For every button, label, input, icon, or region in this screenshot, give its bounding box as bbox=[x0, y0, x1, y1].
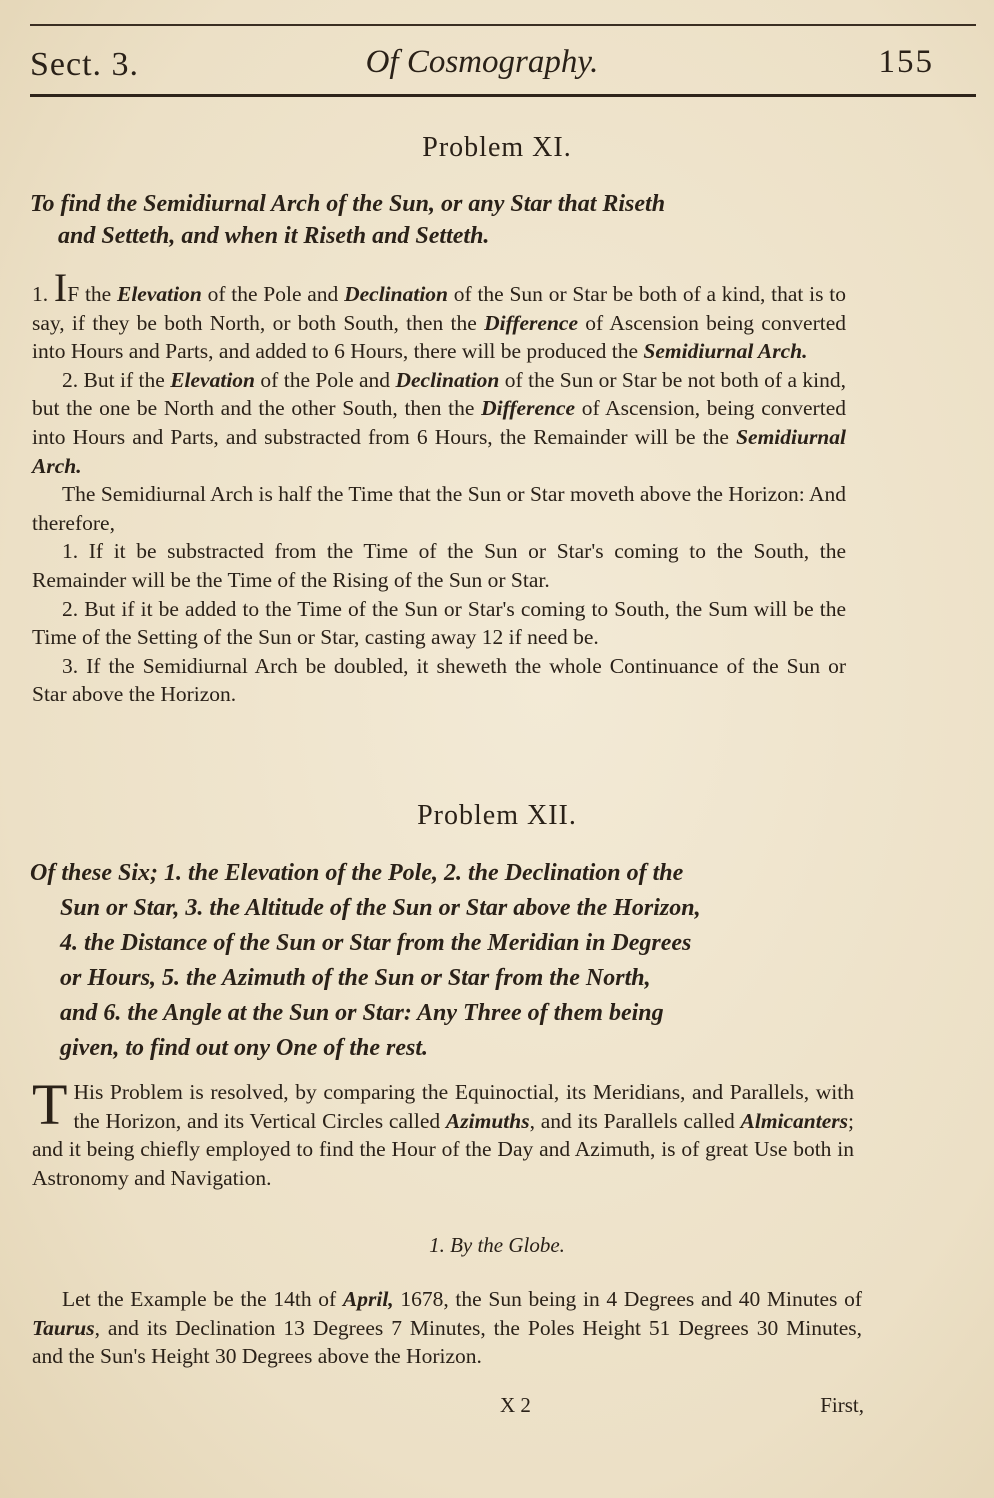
problem-11-para-1: 1. IF the Elevation of the Pole and Declination of the Sun or Star be both of a kind, that is to say, if they be both North, or both South, then the Difference of Ascension being converted into Hours and Parts, and added to 6 Hours, there will be produced the Semidiurnal Arch. bbox=[32, 265, 846, 364]
problem-11-para-3: The Semidiurnal Arch is half the Time that the Sun or Star moveth above the Horizon: And therefore, bbox=[32, 482, 846, 535]
running-head bbox=[30, 40, 934, 84]
header-bottom-rule bbox=[30, 94, 976, 97]
para-number: 1. bbox=[32, 282, 49, 306]
problem-12-statement bbox=[30, 856, 854, 1066]
problem-12-statement-line6: given, to find out ony One of the rest. bbox=[60, 1035, 429, 1061]
method-heading: 1. By the Globe. bbox=[429, 1233, 565, 1257]
problem-12-para-1: T His Problem is resolved, by comparing the Equinoctial, its Meridians, and Parallels, with the Horizon, and its Vertical Circles called Azimuths, and its Parallels called Almicanters; and it being chiefly employed to find the Hour of the Day and Azimuth, is of great Use both in Astronomy and Navigation. bbox=[32, 1072, 854, 1190]
problem-11-body bbox=[32, 265, 847, 709]
problem-11-para-4: 1. If it be substracted from the Time of the Sun or Star's coming to the South, the Remainder will be the Time of the Rising of the Sun or Star. bbox=[32, 539, 846, 592]
section-label: Sect. 3. bbox=[30, 46, 140, 83]
problem-12-statement-line1: Of these Six; 1. the Elevation of the Pole, 2. the Declination of the bbox=[30, 860, 684, 886]
page-number: 155 bbox=[878, 44, 934, 80]
problem-12-heading: Problem XII. bbox=[417, 800, 577, 831]
problem-11-statement-line2: and Setteth, and when it Riseth and Setteth. bbox=[58, 223, 490, 249]
page-footer bbox=[0, 1393, 994, 1423]
drop-cap: T bbox=[32, 1072, 68, 1137]
problem-11-heading: Problem XI. bbox=[422, 132, 572, 163]
problem-12-statement-line5: and 6. the Angle at the Sun or Star: Any Three of them being bbox=[60, 1000, 664, 1026]
header-top-rule bbox=[30, 24, 976, 26]
problem-11-para-2: 2. But if the Elevation of the Pole and Declination of the Sun or Star be not both of a kind, but the one be North and the other South, then the Difference of Ascension, being converted into Hours and Parts, and substracted from 6 Hours, the Remainder will be the Semidiurnal Arch. bbox=[32, 367, 847, 478]
problem-11-para-6: 3. If the Semidiurnal Arch be doubled, it sheweth the whole Continuance of the Sun or Star above the Horizon. bbox=[32, 653, 846, 707]
problem-12-statement-line2: Sun or Star, 3. the Altitude of the Sun or Star above the Horizon, bbox=[60, 895, 701, 921]
problem-12-body bbox=[32, 1072, 854, 1192]
problem-12-example bbox=[32, 1285, 862, 1371]
problem-11-statement-line1: To find the Semidiurnal Arch of the Sun, or any Star that Riseth bbox=[30, 191, 666, 217]
signature-mark: X 2 bbox=[500, 1393, 531, 1417]
problem-12-statement-line3: 4. the Distance of the Sun or Star from the Meridian in Degrees bbox=[60, 930, 692, 956]
catchword: First, bbox=[820, 1393, 864, 1417]
problem-11-para-5: 2. But if it be added to the Time of the Sun or Star's coming to South, the Sum will be the Time of the Setting of the Sun or Star, casting away 12 if need be. bbox=[32, 596, 846, 650]
problem-12-statement-line4: or Hours, 5. the Azimuth of the Sun or Star from the North, bbox=[60, 965, 651, 991]
drop-cap: I bbox=[53, 265, 68, 310]
problem-12-para-2: Let the Example be the 14th of April, 1678, the Sun being in 4 Degrees and 40 Minutes of Taurus, and its Declination 13 Degrees 7 Minutes, the Poles Height 51 Degrees 30 Minutes, and the Sun's Height 30 Degrees above the Horizon. bbox=[32, 1287, 862, 1369]
problem-11-statement bbox=[30, 188, 874, 252]
running-title: Of Cosmography. bbox=[365, 44, 599, 80]
